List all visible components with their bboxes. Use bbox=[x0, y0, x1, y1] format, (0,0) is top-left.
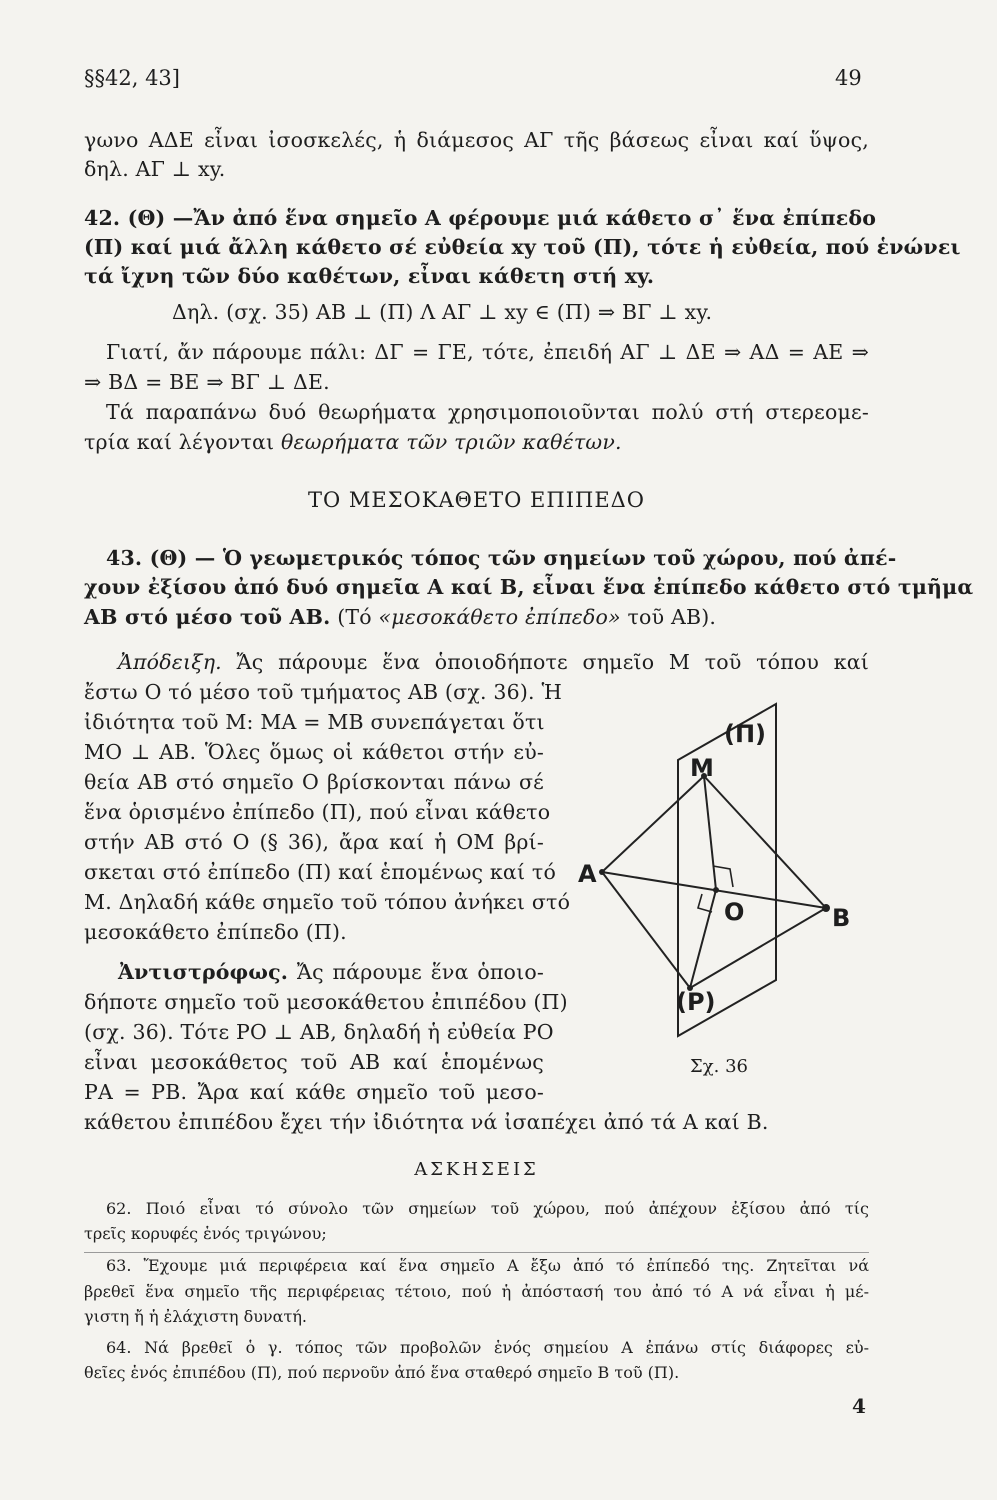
text-span: τοῦ ΑΒ). bbox=[620, 605, 717, 629]
text-line: δηλ. ΑΓ ⊥ xy. bbox=[84, 157, 226, 181]
theorem-42-line bbox=[84, 204, 877, 232]
converse-line bbox=[118, 958, 544, 986]
segment-po bbox=[690, 890, 716, 988]
theorem-42-statement: Ἄν ἀπό ἕνα σημεῖο Α φέρουμε μιά κάθετο σ᾽ ἕνα ἐπίπεδο bbox=[193, 206, 877, 230]
text-line: γωνο ΑΔΕ εἶναι ἰσοσκελές, ἡ διάμεσος ΑΓ τῆς βάσεως εἶναι καί ὕψος, bbox=[84, 128, 869, 152]
theorem-42-statement-symbolic: Δηλ. (σχ. 35) ΑΒ ⊥ (Π) Λ ΑΓ ⊥ xy ∈ (Π) ⇒ ΒΓ ⊥ xy. bbox=[172, 300, 713, 324]
proof-line: ΜΟ ⊥ ΑΒ. Ὅλες ὅμως οἱ κάθετοι στήν εὐ- bbox=[84, 740, 544, 764]
segment-pa bbox=[602, 872, 690, 988]
proof-line: Μ. Δηλαδή κάθε σημεῖο τοῦ τόπου ἀνήκει στό bbox=[84, 890, 571, 914]
label-a: Α bbox=[578, 860, 597, 888]
figure-36 bbox=[570, 690, 870, 1050]
exercises-title: ΑΣΚΗΣΕΙΣ bbox=[414, 1159, 539, 1180]
point-a bbox=[599, 869, 605, 875]
text-span: τρία καί λέγονται bbox=[84, 430, 282, 454]
theorem-42-number: 42. (Θ) — bbox=[84, 206, 194, 230]
label-plane: (Π) bbox=[724, 720, 767, 748]
converse-line: ΡΑ = ΡΒ. Ἄρα καί κάθε σημεῖο τοῦ μεσο- bbox=[84, 1080, 544, 1104]
proof-line: θεία ΑΒ στό σημεῖο Ο βρίσκονται πάνω σέ bbox=[84, 770, 544, 794]
theorem-43-line: 43. (Θ) — Ὁ γεωμετρικός τόπος τῶν σημείων τοῦ χώρου, πού ἀπέ- bbox=[106, 546, 897, 570]
figure-caption: Σχ. 36 bbox=[690, 1056, 748, 1077]
text-line: ⇒ ΒΔ = ΒΕ ⇒ ΒΓ ⊥ ΔΕ. bbox=[84, 370, 330, 394]
proof-line: σκεται στό ἐπίπεδο (Π) καί ἑπομένως καί τό bbox=[84, 860, 556, 884]
theorem-42-line: τά ἴχνη τῶν δύο καθέτων, εἶναι κάθετη στή xy. bbox=[84, 264, 655, 288]
proof-line bbox=[118, 648, 869, 676]
theorem-43-line bbox=[84, 603, 869, 631]
label-m: Μ bbox=[690, 754, 714, 782]
label-b: Β bbox=[832, 904, 851, 932]
proof-heading: Ἀπόδειξη. bbox=[118, 650, 222, 674]
segment-mb bbox=[704, 776, 826, 908]
exercise-62: 62. Ποιό εἶναι τό σύνολο τῶν σημείων τοῦ χώρου, πού ἀπέχουν ἐξίσου ἀπό τίς bbox=[106, 1199, 869, 1218]
label-o: Ο bbox=[724, 898, 745, 926]
exercise-63: βρεθεῖ ἕνα σημεῖο τῆς περιφέρειας τέτοιο, πού ἡ ἀπόστασή του ἀπό τό Α νά εἶναι ἡ μέ- bbox=[84, 1282, 869, 1301]
segment-pb bbox=[690, 908, 826, 988]
converse-line: (σχ. 36). Τότε ΡΟ ⊥ ΑΒ, δηλαδή ἡ εὐθεία ΡΟ bbox=[84, 1020, 554, 1044]
exercise-64: 64. Νά βρεθεῖ ὁ γ. τόπος τῶν προβολῶν ἑνός σημείου Α ἐπάνω στίς διάφορες εὐ- bbox=[106, 1338, 869, 1357]
section-title: ΤΟ ΜΕΣΟΚΑΘΕΤΟ ΕΠΙΠΕΔΟ bbox=[307, 488, 646, 512]
exercise-63: 63. Ἔχουμε μιά περιφέρεια καί ἕνα σημεῖο Α ἔξω ἀπό τό ἐπίπεδό της. Ζητεῖται νά bbox=[106, 1256, 869, 1275]
exercise-62: τρεῖς κορυφές ἑνός τριγώνου; bbox=[84, 1224, 327, 1243]
segment-mo bbox=[704, 776, 716, 890]
section-reference: §§42, 43] bbox=[84, 66, 180, 90]
exercise-63: γιστη ἤ ἡ ἐλάχιστη δυνατή. bbox=[84, 1307, 307, 1326]
italic-term: θεωρήματα τῶν τριῶν καθέτων. bbox=[281, 430, 622, 454]
converse-line: εἶναι μεσοκάθετος τοῦ ΑΒ καί ἑπομένως bbox=[84, 1050, 544, 1074]
point-o bbox=[713, 887, 719, 893]
text-line: Τά παραπάνω δυό θεωρήματα χρησιμοποιοῦνται πολύ στή στερεομε- bbox=[106, 400, 869, 424]
segment-ma bbox=[602, 776, 704, 872]
italic-term: «μεσοκάθετο ἐπίπεδο» bbox=[378, 605, 621, 629]
converse-line: κάθετου ἐπιπέδου ἔχει τήν ἰδιότητα νά ἰσαπέχει ἀπό τά Α καί Β. bbox=[84, 1110, 769, 1134]
converse-heading: Ἀντιστρόφως. bbox=[118, 960, 289, 984]
theorem-42-line: (Π) καί μιά ἄλλη κάθετο σέ εὐθεία xy τοῦ (Π), τότε ἡ εὐθεία, πού ἑνώνει bbox=[84, 235, 961, 259]
theorem-43-line: χουν ἐξίσου ἀπό δυό σημεῖα Α καί Β, εἶναι ἕνα ἐπίπεδο κάθετο στό τμῆμα bbox=[84, 575, 974, 599]
exercise-64: θεῖες ἑνός ἐπιπέδου (Π), πού περνοῦν ἀπό ἕνα σταθερό σημεῖο Β τοῦ (Π). bbox=[84, 1363, 680, 1382]
proof-line: ἰδιότητα τοῦ Μ: ΜΑ = ΜΒ συνεπάγεται ὅτι bbox=[84, 710, 545, 734]
proof-line: στήν ΑΒ στό Ο (§ 36), ἄρα καί ἡ ΟΜ βρί- bbox=[84, 830, 544, 854]
text-span: Ἄς πάρουμε ἕνα ὁποιοδήποτε σημεῖο Μ τοῦ τόπου καί bbox=[221, 650, 869, 674]
page-number: 49 bbox=[835, 66, 862, 90]
signature-mark: 4 bbox=[852, 1394, 866, 1418]
divider bbox=[84, 1252, 869, 1253]
point-b bbox=[822, 904, 830, 912]
converse-line: δήποτε σημεῖο τοῦ μεσοκάθετου ἐπιπέδου (Π) bbox=[84, 990, 568, 1014]
text-line bbox=[84, 428, 869, 456]
label-p: (Ρ) bbox=[676, 988, 716, 1016]
text-span: Ἄς πάρουμε ἕνα ὁποιο- bbox=[288, 960, 544, 984]
proof-line: ἔστω Ο τό μέσο τοῦ τμήματος ΑΒ (σχ. 36). Ἡ bbox=[84, 680, 563, 704]
text-span: ΑΒ στό μέσο τοῦ ΑΒ. bbox=[84, 605, 331, 629]
proof-line: ἕνα ὁρισμένο ἐπίπεδο (Π), πού εἶναι κάθετο bbox=[84, 800, 551, 824]
text-span: (Τό bbox=[330, 605, 379, 629]
proof-line: μεσοκάθετο ἐπίπεδο (Π). bbox=[84, 920, 347, 944]
text-line: Γιατί, ἄν πάρουμε πάλι: ΔΓ = ΓΕ, τότε, ἐπειδή ΑΓ ⊥ ΔΕ ⇒ ΑΔ = ΑΕ ⇒ bbox=[106, 340, 869, 364]
